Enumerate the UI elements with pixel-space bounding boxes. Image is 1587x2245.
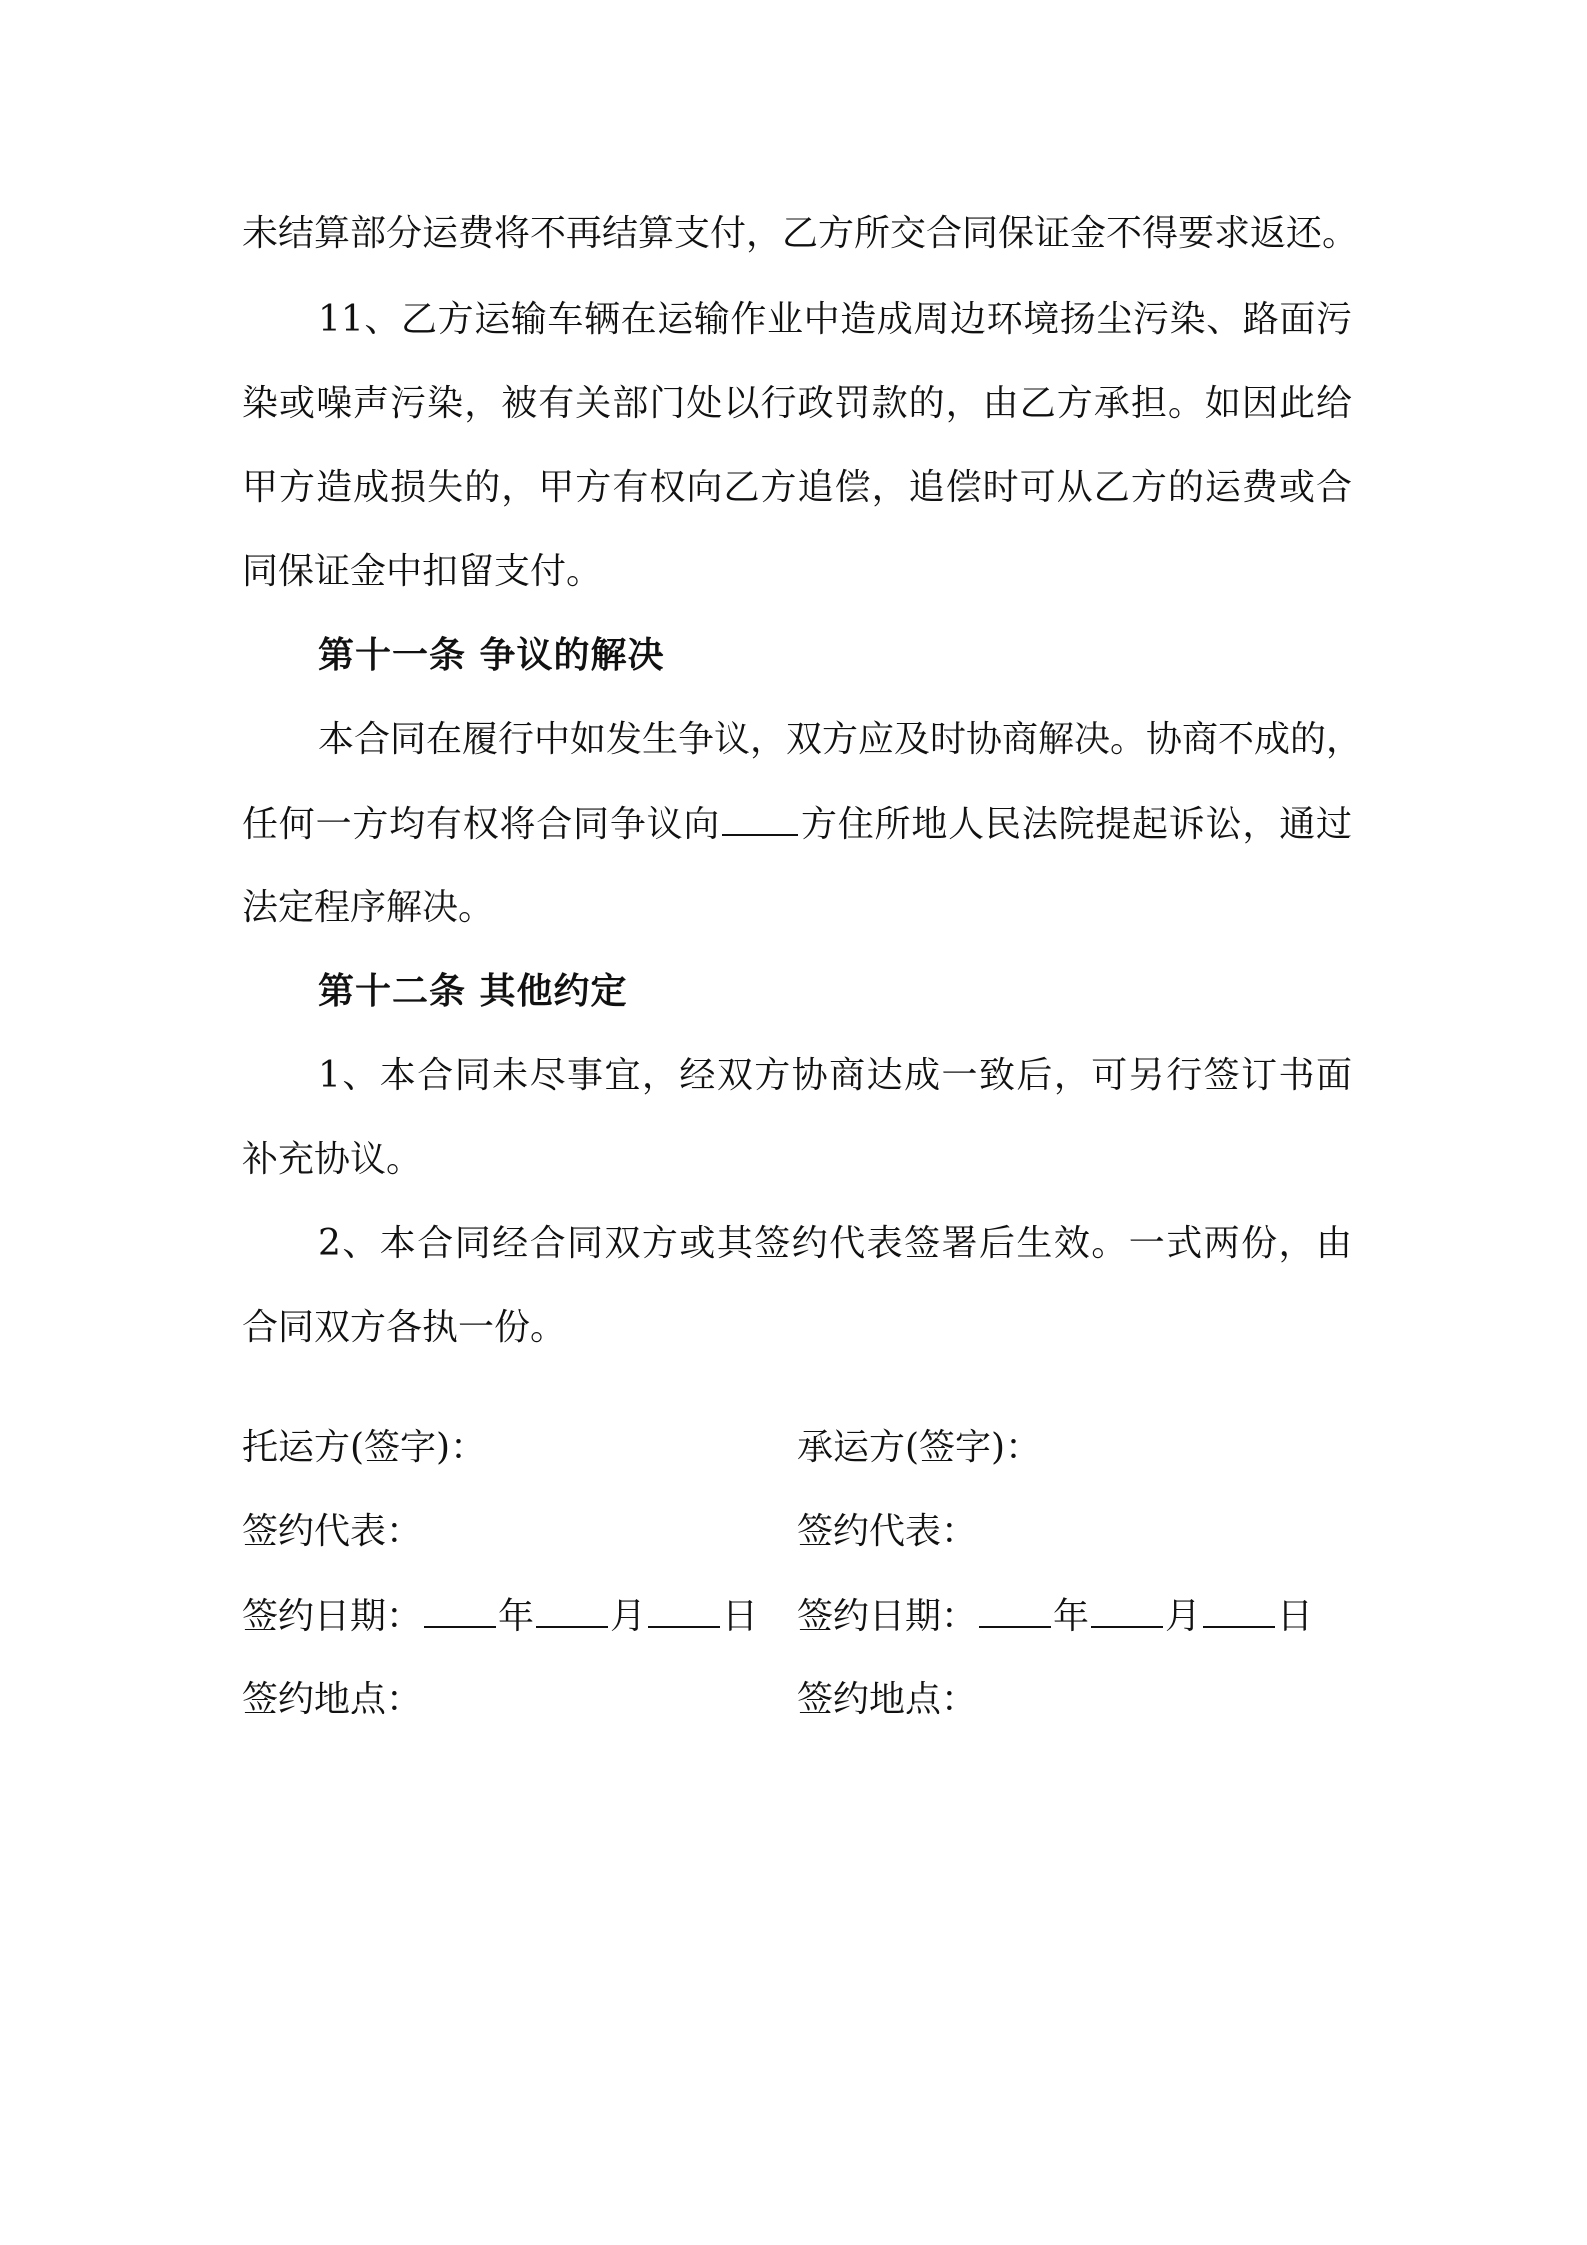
article-11-line-2-before: 任何一方均有权将合同争议向 (242, 804, 721, 845)
para-11-line-3: 甲方造成损失的，甲方有权向乙方追偿，追偿时可从乙方的运费或合 (242, 467, 1352, 508)
article-11-line-2 (242, 800, 1352, 849)
para-11-line-1: 11、乙方运输车辆在运输作业中造成周边环境扬尘污染、路面污 (318, 299, 1352, 340)
shipper-month-blank[interactable] (536, 1592, 608, 1628)
article-11-line-1: 本合同在履行中如发生争议，双方应及时协商解决。协商不成的， (318, 719, 1363, 760)
para-11-line-4: 同保证金中扣留支付。 (242, 551, 603, 592)
carrier-signature-label: 承运方(签字)： (797, 1427, 1042, 1468)
article-11-line-3: 法定程序解决。 (242, 887, 495, 928)
carrier-year-label: 年 (1053, 1596, 1090, 1637)
carrier-date-label: 签约日期： (797, 1596, 978, 1637)
carrier-month-label: 月 (1165, 1596, 1202, 1637)
carrier-place-label: 签约地点： (797, 1679, 978, 1720)
article-12-item-1-line-1: 1、本合同未尽事宜，经双方协商达成一致后，可另行签订书面 (318, 1055, 1352, 1096)
shipper-signature-label: 托运方(签字)： (242, 1427, 487, 1468)
carrier-year-blank[interactable] (979, 1592, 1051, 1628)
shipper-place-label: 签约地点： (242, 1679, 423, 1720)
shipper-representative-label: 签约代表： (242, 1511, 423, 1552)
para-11-line-2: 染或噪声污染，被有关部门处以行政罚款的，由乙方承担。如因此给 (242, 383, 1352, 424)
shipper-day-label: 日 (722, 1596, 759, 1637)
article-12-item-2-line-2: 合同双方各执一份。 (242, 1307, 567, 1348)
court-blank-field[interactable] (722, 800, 798, 836)
shipper-date-row (242, 1592, 758, 1641)
shipper-day-blank[interactable] (648, 1592, 720, 1628)
shipper-year-blank[interactable] (424, 1592, 496, 1628)
carrier-day-label: 日 (1277, 1596, 1314, 1637)
shipper-month-label: 月 (610, 1596, 647, 1637)
shipper-date-label: 签约日期： (242, 1596, 423, 1637)
carrier-day-blank[interactable] (1203, 1592, 1275, 1628)
carrier-representative-label: 签约代表： (797, 1511, 978, 1552)
article-11-heading: 第十一条 争议的解决 (318, 635, 665, 676)
article-11-line-2-after: 方住所地人民法院提起诉讼，通过 (800, 804, 1352, 845)
para-10-tail: 未结算部分运费将不再结算支付，乙方所交合同保证金不得要求返还。 (242, 213, 1359, 254)
article-12-item-2-line-1: 2、本合同经合同双方或其签约代表签署后生效。一式两份，由 (318, 1223, 1352, 1264)
article-12-heading: 第十二条 其他约定 (318, 971, 628, 1012)
article-12-item-1-line-2: 补充协议。 (242, 1139, 423, 1180)
shipper-year-label: 年 (498, 1596, 535, 1637)
carrier-month-blank[interactable] (1091, 1592, 1163, 1628)
carrier-date-row (797, 1592, 1313, 1641)
